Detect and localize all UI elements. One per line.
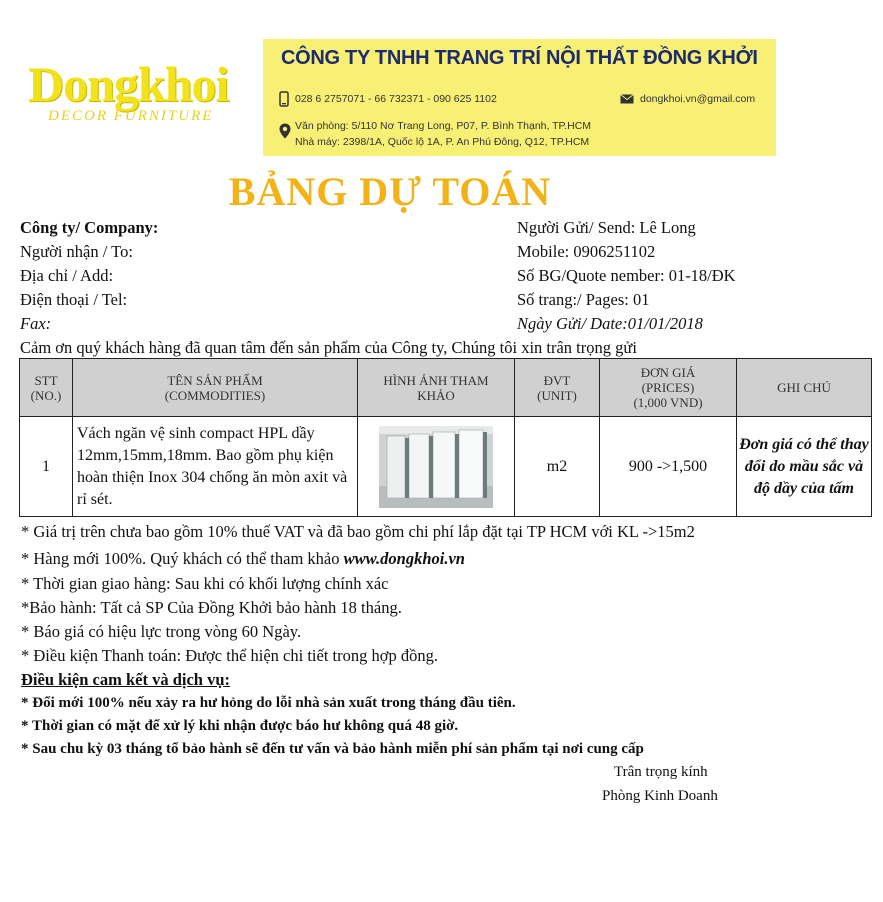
header-prices: ĐƠN GIÁ (PRICES) (1,000 VND) — [600, 359, 737, 417]
quote-number: Số BG/Quote nember: 01-18/ĐK — [517, 266, 736, 285]
phone-numbers: 028 6 2757071 - 66 732371 - 090 625 1102 — [295, 93, 497, 105]
header-note: GHI CHÚ — [737, 359, 872, 417]
note-validity: * Báo giá có hiệu lực trong vòng 60 Ngày. — [21, 622, 302, 641]
row-product-name: Vách ngăn vệ sinh compact HPL dầy 12mm,15mm,18mm. Bao gồm phụ kiện hoàn thiện Inox 304 chống ăn mòn axit và rỉ sét. — [73, 417, 358, 517]
company-label: Công ty/ Company: — [20, 218, 159, 237]
row-price: 900 ->1,500 — [600, 417, 737, 517]
row-note: Đơn giá có thể thay đổi do mầu sắc và độ dầy của tấm — [737, 417, 872, 517]
page-count: Số trang:/ Pages: 01 — [517, 290, 650, 309]
closing-department: Phòng Kinh Doanh — [602, 788, 718, 804]
commitment-item: * Thời gian có mặt để xử lý khi nhận được báo hư không quá 48 giờ. — [21, 718, 459, 734]
header-commodities: TÊN SẢN PHẨM (COMMODITIES) — [73, 359, 358, 417]
logo-wordmark: Dongkhoi — [28, 56, 229, 112]
note-warranty: *Bảo hành: Tất cả SP Của Đồng Khởi bảo hành 18 tháng. — [21, 598, 402, 617]
quote-table — [19, 358, 872, 517]
note-payment: * Điều kiện Thanh toán: Được thể hiện chi tiết trong hợp đồng. — [21, 646, 438, 665]
sender-info: Người Gửi/ Send: Lê Long — [517, 218, 696, 237]
office-address: Văn phòng: 5/110 Nơ Trang Long, P07, P. Bình Thạnh, TP.HCM — [295, 120, 592, 132]
tel-label: Điện thoại / Tel: — [20, 290, 128, 309]
greeting-text: Cảm ơn quý khách hàng đã quan tâm đến sản phẩm của Công ty, Chúng tôi xin trân trọng gửi — [20, 338, 637, 357]
table-row — [20, 417, 872, 517]
closing-regards: Trân trọng kính — [614, 764, 708, 780]
recipient-label: Người nhận / To: — [20, 242, 133, 261]
header-stt: STT (NO.) — [20, 359, 73, 417]
company-name: CÔNG TY TNHH TRANG TRÍ NỘI THẤT ĐỒNG KHỞI — [281, 47, 758, 69]
email-address: dongkhoi.vn@gmail.com — [640, 93, 756, 105]
company-logo — [28, 58, 248, 125]
toilet-partition-photo — [379, 426, 493, 508]
note-delivery: * Thời gian giao hàng: Sau khi có khối lượng chính xác — [21, 574, 389, 593]
header-unit: ĐVT (UNIT) — [515, 359, 600, 417]
mobile-info: Mobile: 0906251102 — [517, 242, 656, 261]
fax-label: Fax: — [20, 314, 52, 333]
send-date: Ngày Gửi/ Date:01/01/2018 — [517, 314, 703, 333]
note-vat: * Giá trị trên chưa bao gồm 10% thuế VAT và đã bao gồm chi phí lắp đặt tại TP HCM với KL ->15m2 — [21, 522, 695, 541]
envelope-icon — [620, 94, 634, 104]
row-stt: 1 — [20, 417, 73, 517]
phone-icon — [279, 91, 289, 107]
row-image-cell — [358, 417, 515, 517]
commitment-item: * Sau chu kỳ 03 tháng tổ bảo hành sẽ đến tư vấn và bảo hành miễn phí sản phẩm tại nơi cung cấp — [21, 741, 644, 757]
company-header-band — [263, 39, 776, 156]
location-pin-icon — [279, 123, 291, 139]
address-label: Địa chỉ / Add: — [20, 266, 114, 285]
document-title: BẢNG DỰ TOÁN — [228, 169, 552, 214]
header-reference-image: HÌNH ẢNH THAM KHẢO — [358, 359, 515, 417]
table-header-row — [20, 359, 872, 417]
logo-tagline: DECOR FURNITURE — [48, 108, 214, 124]
row-unit: m2 — [515, 417, 600, 517]
website-link[interactable]: www.dongkhoi.vn — [343, 549, 465, 568]
commitment-heading: Điều kiện cam kết và dịch vụ: — [21, 670, 231, 689]
factory-address: Nhà máy: 2398/1A, Quốc lộ 1A, P. An Phú Đông, Q12, TP.HCM — [295, 136, 590, 148]
commitment-item: * Đổi mới 100% nếu xảy ra hư hỏng do lỗi nhà sản xuất trong tháng đầu tiên. — [21, 695, 516, 711]
note-new-goods: * Hàng mới 100%. Quý khách có thể tham khảo www.dongkhoi.vn — [21, 549, 465, 568]
